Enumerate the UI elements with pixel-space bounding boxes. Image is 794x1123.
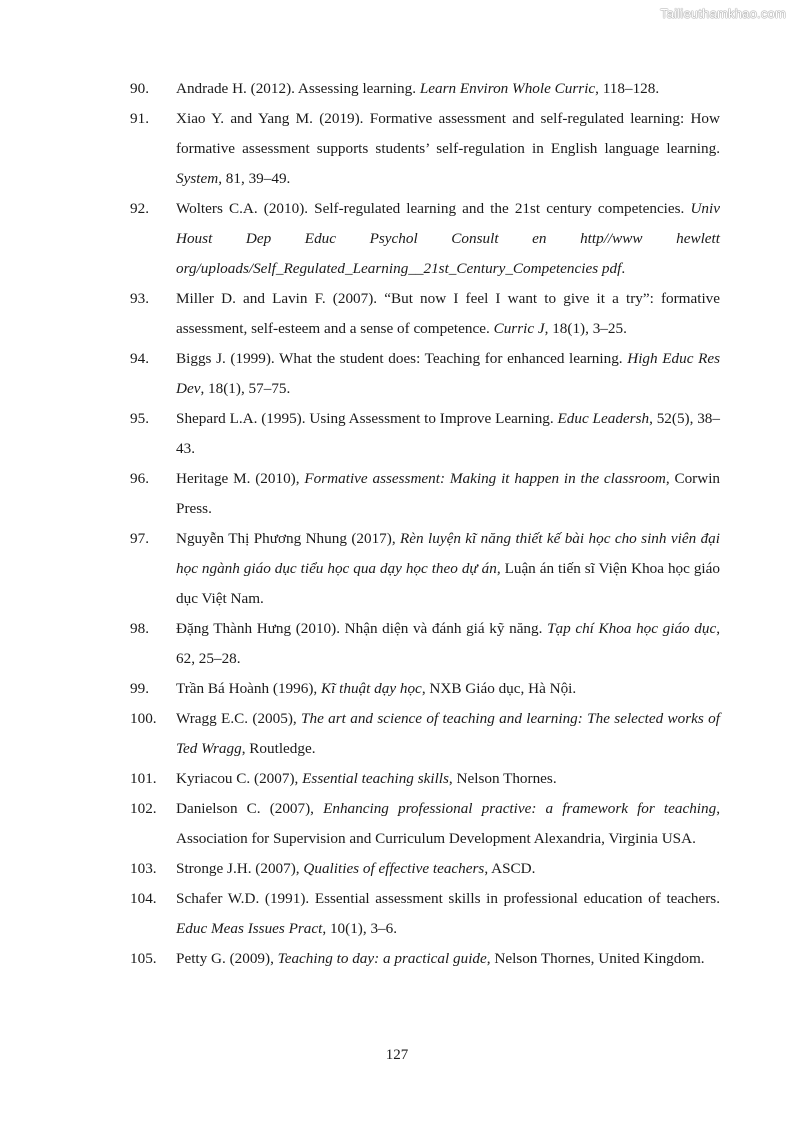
- reference-list: [130, 74, 720, 974]
- reference-text-part: , 81, 39–49.: [218, 170, 291, 187]
- reference-item: [130, 704, 720, 764]
- reference-item: [130, 794, 720, 854]
- reference-title-italic: Qualities of effective teachers: [303, 860, 485, 877]
- reference-item: [130, 944, 720, 974]
- reference-number: 102.: [130, 800, 157, 817]
- reference-text: [176, 74, 720, 104]
- reference-number: 93.: [130, 290, 149, 307]
- reference-text-part: Petty G. (2009),: [176, 950, 278, 967]
- reference-item: [130, 104, 720, 194]
- reference-text-part: Biggs J. (1999). What the student does: Teaching for enhanced learning.: [176, 350, 628, 367]
- reference-title-italic: Kĩ thuật dạy học: [320, 680, 422, 697]
- reference-text-part: Andrade H. (2012). Assessing learning.: [176, 80, 420, 97]
- reference-title-italic: Curric J: [493, 320, 545, 337]
- reference-number: 104.: [130, 890, 157, 907]
- reference-text: [176, 704, 720, 764]
- reference-text-part: Trần Bá Hoành (1996),: [176, 680, 321, 697]
- reference-text-part: , ASCD.: [484, 860, 536, 877]
- reference-title-italic: Educ Meas Issues Pract: [176, 920, 323, 937]
- reference-title-italic: Formative assessment: Making it happen in the classroom: [304, 470, 666, 487]
- reference-item: [130, 284, 720, 344]
- reference-title-italic: Essential teaching skills: [302, 770, 449, 787]
- reference-item: [130, 614, 720, 674]
- reference-text-part: , 118–128.: [595, 80, 660, 97]
- reference-title-italic: High Educ Res Dev: [176, 350, 721, 397]
- reference-title-italic: Learn Environ Whole Curric: [419, 80, 596, 97]
- reference-title-italic: Rèn luyện kĩ năng thiết kế bài học cho sinh viên đại học ngành giáo dục tiểu học qua dạy học theo dự án: [176, 530, 720, 577]
- reference-text-part: Xiao Y. and Yang M. (2019). Formative assessment and self-regulated learning: How formative assessment supports students’ self-regulation in English language learning.: [176, 110, 720, 157]
- reference-text: [176, 884, 720, 944]
- reference-text-part: , Association for Supervision and Curriculum Development Alexandria, Virginia USA.: [176, 800, 721, 847]
- reference-text: [176, 674, 720, 704]
- reference-number: 103.: [130, 860, 157, 877]
- reference-number: 98.: [130, 620, 149, 637]
- reference-item: [130, 764, 720, 794]
- reference-text: [176, 614, 720, 674]
- reference-text-part: , Nelson Thornes, United Kingdom.: [486, 950, 705, 967]
- reference-text-part: , 18(1), 3–25.: [544, 320, 627, 337]
- reference-item: [130, 854, 720, 884]
- reference-text-part: , Luận án tiến sĩ Viện Khoa học giáo dục Việt Nam.: [176, 560, 720, 607]
- reference-text: [176, 284, 720, 344]
- reference-text: [176, 104, 720, 194]
- reference-text-part: Nguyễn Thị Phương Nhung (2017),: [176, 530, 401, 547]
- reference-number: 97.: [130, 530, 149, 547]
- reference-text-part: , NXB Giáo dục, Hà Nội.: [421, 680, 577, 697]
- reference-item: [130, 74, 720, 104]
- reference-text-part: , Nelson Thornes.: [448, 770, 557, 787]
- reference-text-part: Kyriacou C. (2007),: [176, 770, 303, 787]
- reference-item: [130, 344, 720, 404]
- reference-text-part: Đặng Thành Hưng (2010). Nhận diện và đánh giá kỹ năng.: [176, 620, 548, 637]
- reference-text-part: Shepard L.A. (1995). Using Assessment to Improve Learning.: [176, 410, 558, 427]
- reference-text: [176, 794, 720, 854]
- reference-text-part: , 18(1), 57–75.: [200, 380, 291, 397]
- reference-item: [130, 194, 720, 284]
- reference-text: [176, 404, 720, 464]
- reference-text-part: , 10(1), 3–6.: [322, 920, 398, 937]
- reference-number: 100.: [130, 710, 157, 727]
- reference-text-part: Heritage M. (2010),: [176, 470, 305, 487]
- reference-title-italic: Tạp chí Khoa học giáo dục: [547, 620, 717, 637]
- reference-item: [130, 464, 720, 524]
- reference-text-part: , Corwin Press.: [176, 470, 721, 517]
- reference-item: [130, 884, 720, 944]
- reference-text-part: Wragg E.C. (2005),: [176, 710, 302, 727]
- reference-text: [176, 524, 720, 614]
- reference-number: 105.: [130, 950, 157, 967]
- reference-title-italic: Univ Houst Dep Educ Psychol Consult en http//www hewlett org/uploads/Self_Regulated_Learning__21st_Century_Competencies pdf: [176, 200, 720, 277]
- reference-text: [176, 344, 720, 404]
- reference-text-part: Stronge J.H. (2007),: [176, 860, 304, 877]
- reference-text: [176, 854, 720, 884]
- watermark: Tailieuthamkhao.com: [660, 6, 786, 21]
- reference-text: [176, 764, 720, 794]
- reference-item: [130, 524, 720, 614]
- reference-number: 94.: [130, 350, 149, 367]
- reference-text-part: , Routledge.: [241, 740, 316, 757]
- reference-item: [130, 674, 720, 704]
- reference-title-italic: System: [176, 170, 219, 187]
- reference-item: [130, 404, 720, 464]
- reference-text-part: Danielson C. (2007),: [176, 800, 324, 817]
- reference-number: 90.: [130, 80, 149, 97]
- reference-text-part: Schafer W.D. (1991). Essential assessment skills in professional education of teachers.: [176, 890, 720, 907]
- reference-title-italic: The art and science of teaching and learning: The selected works of Ted Wragg: [176, 710, 720, 757]
- reference-number: 99.: [130, 680, 149, 697]
- reference-text-part: , 62, 25–28.: [176, 620, 720, 667]
- reference-title-italic: Teaching to day: a practical guide: [277, 950, 487, 967]
- reference-title-italic: Enhancing professional practive: a framework for teaching: [323, 800, 717, 817]
- reference-number: 92.: [130, 200, 149, 217]
- reference-number: 101.: [130, 770, 157, 787]
- reference-text: [176, 194, 720, 284]
- reference-text-part: .: [621, 260, 626, 277]
- reference-number: 96.: [130, 470, 149, 487]
- reference-text: [176, 944, 720, 974]
- reference-number: 95.: [130, 410, 149, 427]
- reference-text-part: Miller D. and Lavin F. (2007). “But now I feel I want to give it a try”: formative assessment, self-esteem and a sense of competence.: [176, 290, 720, 337]
- reference-text-part: Wolters C.A. (2010). Self-regulated learning and the 21st century competencies.: [176, 200, 691, 217]
- reference-text: [176, 464, 720, 524]
- reference-number: 91.: [130, 110, 149, 127]
- reference-text-part: , 52(5), 38–43.: [176, 410, 720, 457]
- page-number: 127: [385, 1047, 409, 1063]
- reference-title-italic: Educ Leadersh: [557, 410, 650, 427]
